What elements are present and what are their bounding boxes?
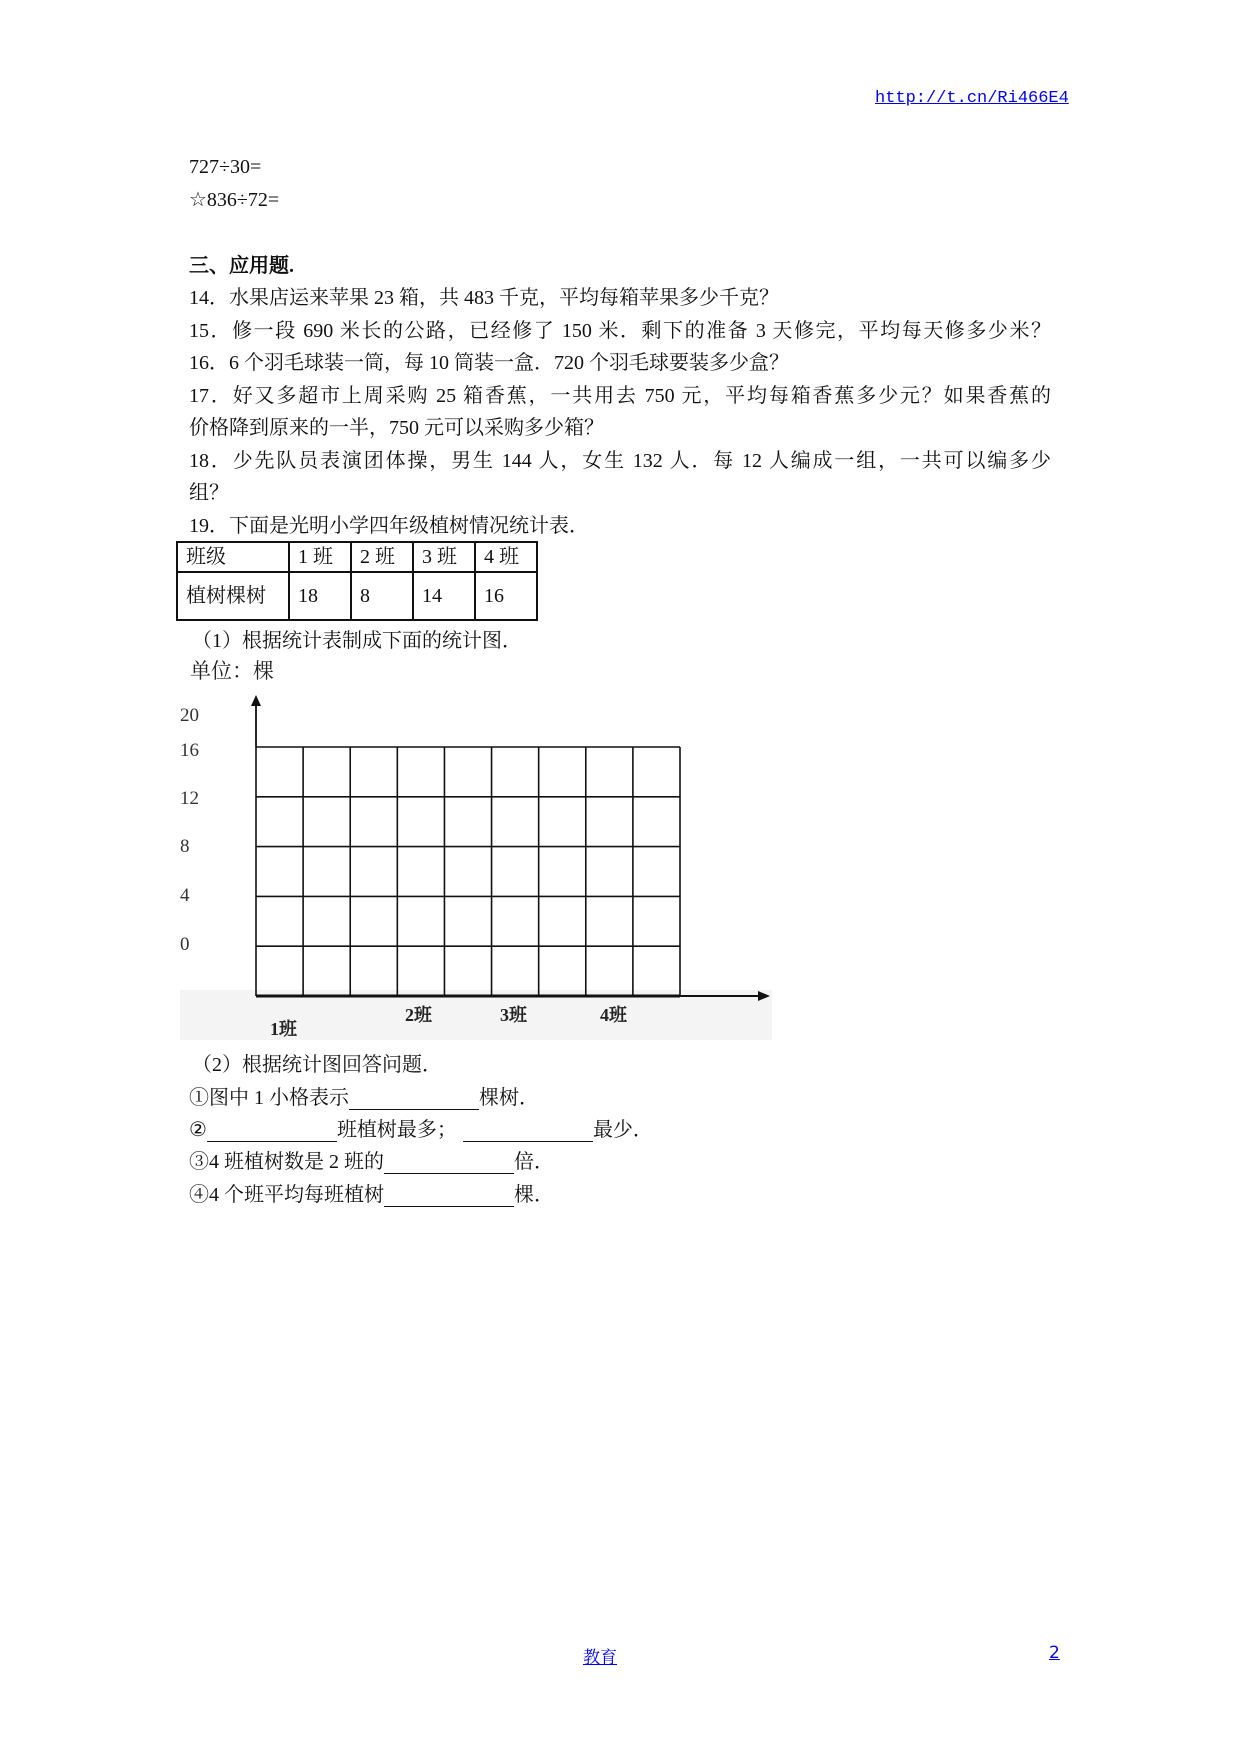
answer-item-3 bbox=[189, 1150, 554, 1174]
y-tick-label: 0 bbox=[180, 934, 190, 955]
answer-item-1-suffix: 棵树． bbox=[479, 1087, 539, 1109]
answer-blank-2b[interactable] bbox=[463, 1121, 593, 1142]
answer-item-3-suffix: 倍． bbox=[514, 1151, 554, 1173]
question-19: 19．下面是光明小学四年级植树情况统计表． bbox=[189, 515, 589, 537]
chart-y-ticks bbox=[180, 705, 199, 955]
footer-link[interactable]: 教育 bbox=[583, 1648, 617, 1668]
question-17-line-1: 17．好又多超市上周采购 25 箱香蕉，一共用去 750 元，平均每箱香蕉多少元？如果香蕉的 bbox=[189, 385, 1051, 407]
header-url-link[interactable]: http://t.cn/Ri466E4 bbox=[875, 89, 1069, 108]
page-number[interactable]: 2 bbox=[1049, 1643, 1060, 1663]
answer-blank-1[interactable] bbox=[349, 1089, 479, 1110]
y-tick-label: 8 bbox=[180, 836, 190, 857]
tree-planting-table bbox=[176, 541, 538, 621]
calc-line-2: ☆836÷72= bbox=[189, 189, 280, 211]
table-cell: 8 bbox=[351, 572, 413, 620]
table-header-cell: 3 班 bbox=[413, 542, 475, 572]
question-14: 14．水果店运来苹果 23 箱，共 483 千克，平均每箱苹果多少千克？ bbox=[189, 287, 779, 309]
answer-blank-2a[interactable] bbox=[207, 1121, 337, 1142]
blank-bar-chart-grid[interactable] bbox=[180, 690, 780, 1042]
x-tick-label: 4班 bbox=[600, 1005, 627, 1025]
answer-item-2-prefix: ② bbox=[189, 1119, 207, 1141]
answer-item-2-suffix: 最少． bbox=[592, 1119, 653, 1141]
table-header-cell: 2 班 bbox=[351, 542, 413, 572]
chart-unit-label: 单位：棵 bbox=[190, 659, 274, 683]
table-cell: 16 bbox=[475, 572, 537, 620]
y-tick-label: 16 bbox=[180, 740, 199, 761]
table-header-cell: 4 班 bbox=[475, 542, 537, 572]
x-tick-label: 3班 bbox=[500, 1005, 527, 1025]
question-16: 16．6 个羽毛球装一筒，每 10 筒装一盒．720 个羽毛球要装多少盒？ bbox=[189, 352, 789, 374]
table-header-cell: 班级 bbox=[177, 542, 289, 572]
y-axis-arrow-icon bbox=[251, 695, 261, 706]
answer-item-4-prefix: ④4 个班平均每班植树 bbox=[189, 1184, 384, 1206]
chart-grid bbox=[251, 695, 770, 1001]
x-tick-label: 2班 bbox=[405, 1005, 432, 1025]
answer-item-1 bbox=[189, 1086, 539, 1110]
table-cell: 18 bbox=[289, 572, 351, 620]
calc-line-1: 727÷30= bbox=[189, 156, 262, 178]
question-15: 15．修一段 690 米长的公路，已经修了 150 米．剩下的准备 3 天修完，平均每天修多少米？ bbox=[189, 320, 1051, 342]
answer-blank-3[interactable] bbox=[384, 1153, 514, 1174]
table-cell: 14 bbox=[413, 572, 475, 620]
answer-item-2 bbox=[189, 1118, 653, 1142]
y-tick-label: 4 bbox=[180, 885, 190, 906]
y-tick-label: 12 bbox=[180, 788, 199, 809]
table-header-row bbox=[177, 542, 537, 572]
question-18-line-1: 18．少先队员表演团体操，男生 144 人，女生 132 人．每 12 人编成一组，一共可以编多少 bbox=[189, 450, 1051, 472]
section-title: 三、应用题. bbox=[189, 255, 294, 277]
table-header-cell: 1 班 bbox=[289, 542, 351, 572]
y-tick-label: 20 bbox=[180, 705, 199, 726]
answer-item-1-prefix: ①图中 1 小格表示 bbox=[189, 1087, 349, 1109]
question-18-line-2: 组？ bbox=[189, 482, 229, 504]
answer-item-2-middle: 班植树最多； bbox=[336, 1119, 457, 1141]
part1-instruction: （1）根据统计表制成下面的统计图． bbox=[192, 630, 522, 652]
answer-item-4 bbox=[189, 1183, 554, 1207]
answer-item-3-prefix: ③4 班植树数是 2 班的 bbox=[189, 1151, 384, 1173]
part2-title: （2）根据统计图回答问题． bbox=[192, 1054, 442, 1076]
table-row bbox=[177, 572, 537, 620]
x-tick-label: 1班 bbox=[270, 1019, 297, 1039]
question-17-line-2: 价格降到原来的一半，750 元可以采购多少箱？ bbox=[189, 417, 604, 439]
answer-blank-4[interactable] bbox=[384, 1186, 514, 1207]
table-row-label: 植树棵树 bbox=[177, 572, 289, 620]
answer-item-4-suffix: 棵． bbox=[514, 1184, 554, 1206]
